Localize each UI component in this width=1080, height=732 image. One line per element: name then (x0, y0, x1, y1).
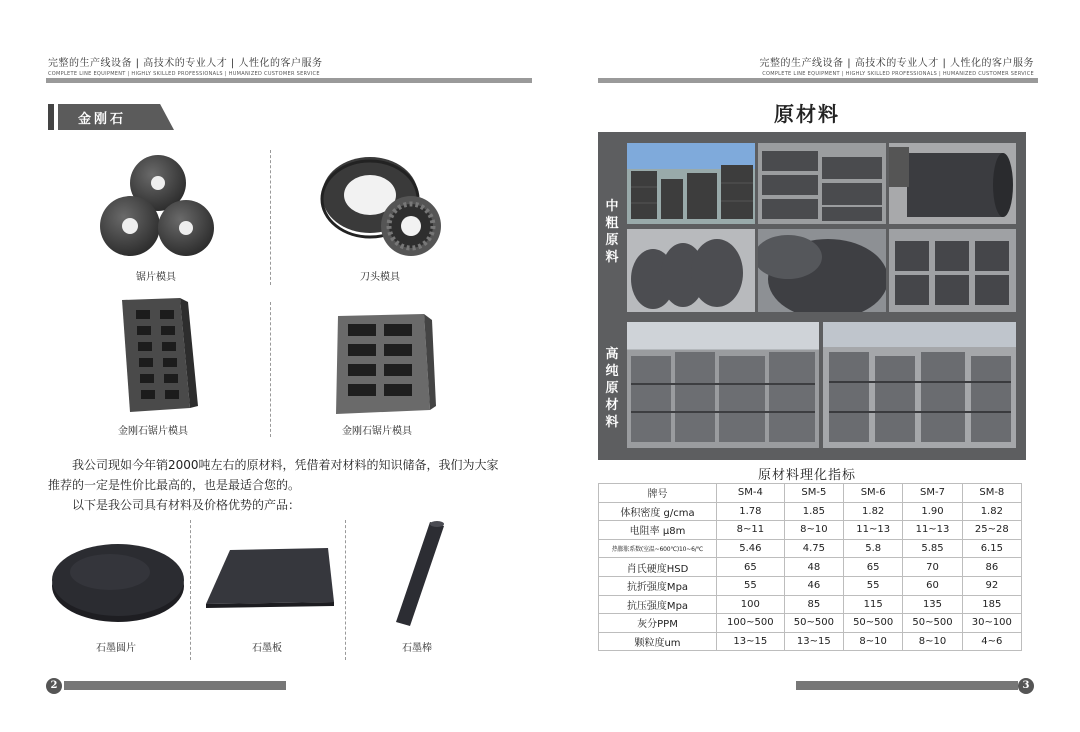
table-cell: 65 (844, 558, 903, 577)
paragraph-2: 以下是我公司具有材料及价格优势的产品： (72, 498, 301, 512)
table-cell: 抗折强度Mpa (599, 576, 717, 595)
graphite-disc-icon (50, 536, 186, 626)
table-cell: 电阻率 μ8m (599, 521, 717, 540)
divider-dashed (270, 150, 271, 285)
product-diamond-saw-blade-mold-2 (328, 310, 440, 438)
pallet-stacks-icon (627, 322, 819, 448)
photo-coarse-blocks-1 (627, 143, 755, 224)
table-cell: 92 (962, 576, 1021, 595)
table-cell: 115 (844, 595, 903, 614)
product-graphite-disc (50, 536, 186, 656)
tagline-cn: 完整的生产线设备 | 高技术的专业人才 | 人性化的客户服务 (759, 58, 1034, 69)
table-cell: 30~100 (962, 614, 1021, 633)
round-blocks-icon (758, 229, 886, 312)
table-cell: 1.90 (903, 502, 962, 521)
product-graphite-plate (200, 536, 340, 656)
photo-coarse-blocks-2 (758, 143, 886, 224)
photo-coarse-rounds-2 (758, 229, 886, 312)
divider-dashed (345, 520, 346, 660)
table-cell: 50~500 (844, 614, 903, 633)
photo-coarse-cylinders (889, 143, 1016, 224)
stacked-blocks-icon (627, 143, 755, 224)
table-cell: 11~13 (844, 521, 903, 540)
table-cell: 肖氏硬度HSD (599, 558, 717, 577)
graphite-plate-icon (200, 536, 340, 616)
table-cell: 60 (903, 576, 962, 595)
table-header-cell: SM-6 (844, 484, 903, 503)
table-cell: 颗粒度um (599, 632, 717, 651)
group-label-coarse (603, 198, 621, 266)
label-char: 原 (605, 381, 619, 396)
page-number-left: 2 (46, 678, 62, 694)
table-header-row (599, 484, 1022, 503)
product-caption: 刀头模具 (360, 272, 400, 283)
section-heading (48, 104, 174, 130)
label-char: 料 (605, 250, 619, 265)
table-cell: 185 (962, 595, 1021, 614)
table-row (599, 632, 1022, 651)
intro-paragraph (48, 455, 508, 515)
stacked-blocks-icon (758, 143, 886, 224)
table-row (599, 558, 1022, 577)
saw-blade-mold-icon (98, 150, 218, 260)
stacked-blocks-icon (889, 229, 1016, 312)
heading-accent-bar (48, 104, 54, 130)
table-cell: 1.78 (717, 502, 785, 521)
section-title: 金刚石 (78, 112, 127, 127)
table-row (599, 502, 1022, 521)
product-caption: 石墨板 (252, 643, 282, 654)
table-row (599, 614, 1022, 633)
pallet-stacks-icon (823, 322, 1016, 448)
table-cell: 8~10 (844, 632, 903, 651)
diamond-saw-block-icon (328, 310, 440, 418)
footer-bar-left (64, 681, 286, 690)
label-char: 材 (605, 398, 619, 413)
table-cell: 体积密度 g/cma (599, 502, 717, 521)
table-cell: 48 (784, 558, 843, 577)
product-caption: 金刚石锯片模具 (118, 426, 188, 437)
header-tagline-left (48, 54, 322, 77)
table-cell: 55 (844, 576, 903, 595)
table-cell: 8~11 (717, 521, 785, 540)
header-tagline-right (760, 54, 1034, 77)
label-char: 原 (605, 233, 619, 248)
table-cell: 13~15 (784, 632, 843, 651)
table-cell: 5.8 (844, 539, 903, 558)
table-cell: 4.75 (784, 539, 843, 558)
table-cell: 65 (717, 558, 785, 577)
table-cell: 85 (784, 595, 843, 614)
photo-high-purity-warehouse-2 (823, 322, 1016, 448)
table-cell: 1.85 (784, 502, 843, 521)
tagline-en: COMPLETE LINE EQUIPMENT | HIGHLY SKILLED PROFESSIONALS | HUMANIZED CUSTOMER SERVICE (762, 71, 1034, 77)
table-cell: 5.85 (903, 539, 962, 558)
photo-high-purity-warehouse-1 (627, 322, 819, 448)
product-graphite-rod (380, 518, 460, 656)
table-header-cell: SM-7 (903, 484, 962, 503)
product-saw-blade-mold (98, 150, 218, 285)
product-caption: 锯片模具 (136, 272, 176, 283)
product-cutter-head-mold (318, 150, 448, 285)
table-cell: 抗压强度Mpa (599, 595, 717, 614)
table-header-cell: SM-8 (962, 484, 1021, 503)
table-cell: 86 (962, 558, 1021, 577)
table-cell: 100 (717, 595, 785, 614)
paragraph-1: 我公司现如今年销2000吨左右的原材料，凭借着对材料的知识储备，我们为大家推荐的一定是性价比最高的，也是最适合您的。 (48, 458, 499, 492)
table-cell: 1.82 (844, 502, 903, 521)
table-cell: 25~28 (962, 521, 1021, 540)
right-page-title: 原材料 (774, 102, 840, 126)
table-header-cell: 牌号 (599, 484, 717, 503)
table-cell: 50~500 (903, 614, 962, 633)
table-cell: 4~6 (962, 632, 1021, 651)
table-cell: 灰分PPM (599, 614, 717, 633)
round-blocks-icon (627, 229, 755, 312)
table-header-cell: SM-5 (784, 484, 843, 503)
table-row (599, 576, 1022, 595)
table-row (599, 521, 1022, 540)
photo-coarse-blocks-3 (889, 229, 1016, 312)
table-cell: 70 (903, 558, 962, 577)
table-cell: 6.15 (962, 539, 1021, 558)
graphite-rod-icon (380, 518, 460, 628)
tagline-cn: 完整的生产线设备 | 高技术的专业人才 | 人性化的客户服务 (48, 58, 323, 69)
photo-coarse-rounds-1 (627, 229, 755, 312)
tagline-en: COMPLETE LINE EQUIPMENT | HIGHLY SKILLED PROFESSIONALS | HUMANIZED CUSTOMER SERVICE (48, 71, 320, 77)
table-cell: 100~500 (717, 614, 785, 633)
table-title: 原材料理化指标 (758, 468, 857, 483)
label-char: 粗 (605, 216, 619, 231)
cylinder-icon (889, 143, 1016, 224)
label-char: 高 (605, 347, 619, 362)
label-char: 纯 (605, 364, 619, 379)
label-char: 中 (605, 199, 619, 214)
product-diamond-saw-blade-mold-1 (108, 296, 218, 438)
table-cell: 8~10 (784, 521, 843, 540)
diamond-saw-blade-mold-icon (108, 296, 218, 414)
spec-table (598, 483, 1022, 651)
divider-dashed (190, 520, 191, 660)
table-row (599, 539, 1022, 558)
footer-bar-right (796, 681, 1018, 690)
cutter-head-mold-icon (318, 150, 448, 260)
table-cell: 8~10 (903, 632, 962, 651)
label-char: 料 (605, 415, 619, 430)
table-cell: 5.46 (717, 539, 785, 558)
top-rule-left (46, 78, 532, 83)
table-row (599, 595, 1022, 614)
table-cell: 热膨胀系数(室温~600℃)10~6/℃ (599, 539, 717, 558)
product-caption: 石墨棒 (402, 643, 432, 654)
product-caption: 石墨圆片 (96, 643, 136, 654)
table-cell: 13~15 (717, 632, 785, 651)
table-cell: 46 (784, 576, 843, 595)
top-rule-right (598, 78, 1038, 83)
table-cell: 55 (717, 576, 785, 595)
table-cell: 50~500 (784, 614, 843, 633)
table-header-cell: SM-4 (717, 484, 785, 503)
divider-dashed (270, 302, 271, 437)
table-cell: 11~13 (903, 521, 962, 540)
table-cell: 135 (903, 595, 962, 614)
page-number-right: 3 (1018, 678, 1034, 694)
product-caption: 金刚石锯片模具 (342, 426, 412, 437)
table-cell: 1.82 (962, 502, 1021, 521)
group-label-high-purity (603, 346, 621, 431)
